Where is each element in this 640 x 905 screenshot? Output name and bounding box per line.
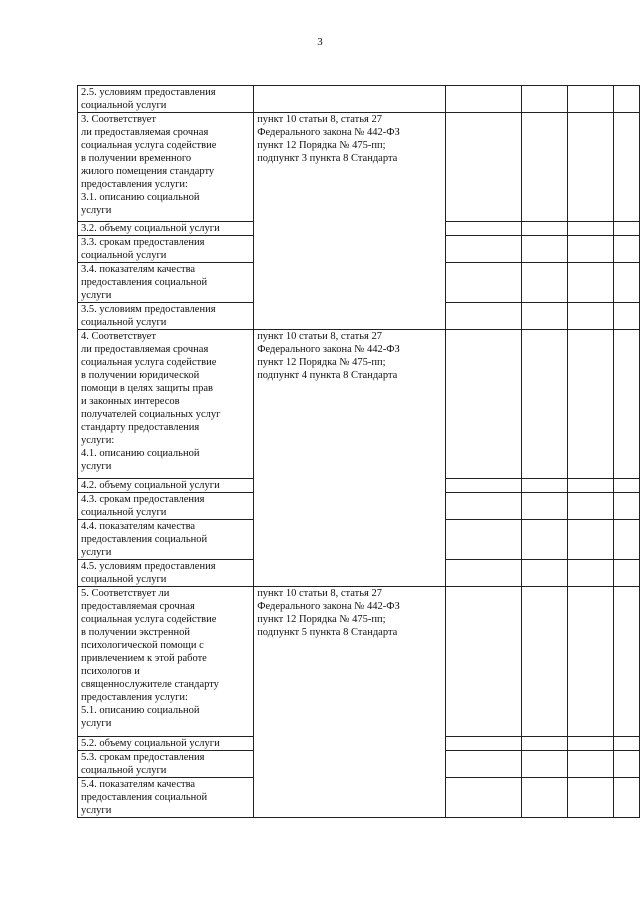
answer-cell[interactable] [522,520,568,560]
answer-cell[interactable] [445,263,521,303]
answer-cell[interactable] [522,778,568,818]
answer-cell[interactable] [522,479,568,493]
note-cell[interactable] [614,520,640,560]
answer-cell[interactable] [567,86,614,113]
note-cell[interactable] [614,587,640,737]
note-cell[interactable] [614,751,640,778]
table-row [78,86,640,113]
answer-cell[interactable] [567,236,614,263]
answer-cell[interactable] [445,303,521,330]
requirement-cell: 2.5. условиям предоставления социальной услуги [78,86,254,113]
answer-cell[interactable] [567,222,614,236]
answer-cell[interactable] [522,263,568,303]
answer-cell[interactable] [445,222,521,236]
answer-cell[interactable] [445,113,521,222]
answer-cell[interactable] [522,330,568,479]
answer-cell[interactable] [522,236,568,263]
answer-cell[interactable] [567,737,614,751]
answer-cell[interactable] [522,737,568,751]
answer-cell[interactable] [445,86,521,113]
requirement-cell: 5.4. показателям качества предоставления социальной услуги [78,778,254,818]
requirement-cell: 3.3. срокам предоставления социальной услуги [78,236,254,263]
answer-cell[interactable] [445,330,521,479]
answer-cell[interactable] [567,587,614,737]
note-cell[interactable] [614,113,640,222]
answer-cell[interactable] [567,778,614,818]
legal-basis-cell [254,86,446,113]
requirement-cell: 5. Соответствует ли предоставляемая срочная социальная услуга содействие в получении экстренной психологической помощи с привлечением к этой работе психологов и священнослужителе стандарту предоставления услуги: 5.1. описанию социальной услуги [78,587,254,737]
legal-basis-cell: пункт 10 статьи 8, статья 27 Федерального закона № 442-ФЗ пункт 12 Порядка № 475-пп; подпункт 5 пункта 8 Стандарта [254,587,446,818]
answer-cell[interactable] [445,560,521,587]
page-number: 3 [317,36,323,48]
requirement-cell: 3.5. условиям предоставления социальной услуги [78,303,254,330]
answer-cell[interactable] [522,113,568,222]
answer-cell[interactable] [567,520,614,560]
table-row [78,330,640,479]
answer-cell[interactable] [567,263,614,303]
answer-cell[interactable] [445,587,521,737]
requirement-cell: 3. Соответствует ли предоставляемая срочная социальная услуга содействие в получении временного жилого помещения стандарту предоставления услуги: 3.1. описанию социальной услуги [78,113,254,222]
requirement-cell: 3.4. показателям качества предоставления социальной услуги [78,263,254,303]
legal-basis-cell: пункт 10 статьи 8, статья 27 Федерального закона № 442-ФЗ пункт 12 Порядка № 475-пп; подпункт 4 пункта 8 Стандарта [254,330,446,587]
note-cell[interactable] [614,303,640,330]
answer-cell[interactable] [445,236,521,263]
legal-basis-cell: пункт 10 статьи 8, статья 27 Федерального закона № 442-ФЗ пункт 12 Порядка № 475-пп; подпункт 3 пункта 8 Стандарта [254,113,446,330]
answer-cell[interactable] [522,560,568,587]
note-cell[interactable] [614,330,640,479]
answer-cell[interactable] [522,493,568,520]
table-row [78,587,640,737]
note-cell[interactable] [614,236,640,263]
answer-cell[interactable] [567,330,614,479]
table-row [78,113,640,222]
note-cell[interactable] [614,778,640,818]
note-cell[interactable] [614,493,640,520]
requirement-cell: 5.2. объему социальной услуги [78,737,254,751]
requirement-cell: 4.3. срокам предоставления социальной услуги [78,493,254,520]
answer-cell[interactable] [445,751,521,778]
answer-cell[interactable] [522,587,568,737]
note-cell[interactable] [614,222,640,236]
requirement-cell: 4.2. объему социальной услуги [78,479,254,493]
note-cell[interactable] [614,479,640,493]
requirement-cell: 4. Соответствует ли предоставляемая срочная социальная услуга содействие в получении юридической помощи в целях защиты прав и законных интересов получателей социальных услуг стандарту предоставления услуги: 4.1. описанию социальной услуги [78,330,254,479]
answer-cell[interactable] [522,303,568,330]
checklist-table [77,85,640,818]
answer-cell[interactable] [567,303,614,330]
answer-cell[interactable] [445,778,521,818]
answer-cell[interactable] [567,493,614,520]
note-cell[interactable] [614,86,640,113]
answer-cell[interactable] [522,86,568,113]
note-cell[interactable] [614,263,640,303]
requirement-cell: 4.4. показателям качества предоставления социальной услуги [78,520,254,560]
answer-cell[interactable] [445,493,521,520]
requirement-cell: 4.5. условиям предоставления социальной услуги [78,560,254,587]
answer-cell[interactable] [522,222,568,236]
answer-cell[interactable] [567,560,614,587]
answer-cell[interactable] [445,479,521,493]
note-cell[interactable] [614,560,640,587]
requirement-cell: 3.2. объему социальной услуги [78,222,254,236]
answer-cell[interactable] [445,737,521,751]
answer-cell[interactable] [567,751,614,778]
answer-cell[interactable] [567,479,614,493]
answer-cell[interactable] [522,751,568,778]
requirement-cell: 5.3. срокам предоставления социальной услуги [78,751,254,778]
note-cell[interactable] [614,737,640,751]
answer-cell[interactable] [567,113,614,222]
answer-cell[interactable] [445,520,521,560]
